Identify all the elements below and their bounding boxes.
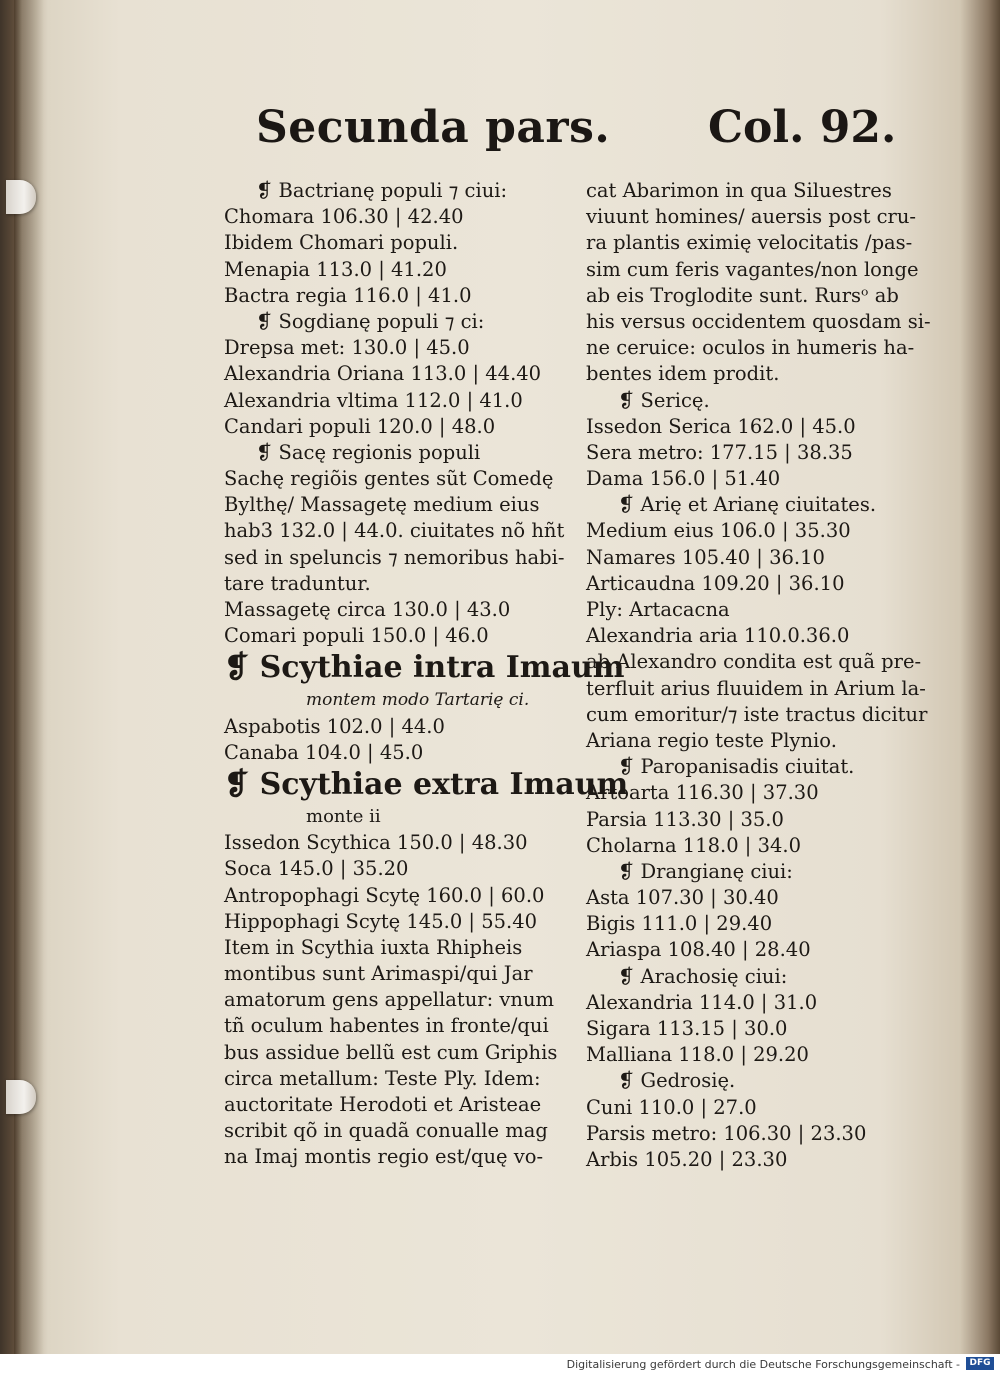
text-line: Cuni 110.0 | 27.0 <box>586 1095 757 1119</box>
text-line: Asta 107.30 | 30.40 <box>586 886 779 910</box>
text-line: Massagetę circa 130.0 | 43.0 <box>224 598 511 621</box>
text-line: Ariaspa 108.40 | 28.40 <box>586 938 811 962</box>
section-heading: ❡ Drangianę ciui: <box>618 859 793 883</box>
text-line: Aspabotis 102.0 | 44.0 <box>224 714 445 738</box>
text-line: Alexandria vltima 112.0 | 41.0 <box>224 388 523 412</box>
section-heading: ❡ Sericę. <box>618 388 710 412</box>
text-line: terfluit arius fluuidem in Arium la- <box>586 676 926 700</box>
right-column <box>586 178 932 1173</box>
section-heading: ❡ Bactrianę populi ⁊ ciui: <box>256 179 508 202</box>
text-line: Drepsa met: 130.0 | 45.0 <box>224 336 470 360</box>
text-line: cat Abarimon in qua Siluestres <box>586 179 892 202</box>
text-line: his versus occidentem quosdam si- <box>586 309 931 333</box>
section-heading: ❡ Arię et Arianę ciuitates. <box>618 493 877 517</box>
section-heading: ❡ Paropanisadis ciuitat. <box>618 755 855 779</box>
text-line: Antropophagi Scytę 160.0 | 60.0 <box>224 883 545 907</box>
text-line: Candari populi 120.0 | 48.0 <box>224 414 496 438</box>
section-heading: ❡ Sacę regionis populi <box>256 440 481 464</box>
text-line: Ibidem Chomari populi. <box>224 231 459 255</box>
text-line: Ariana regio teste Plynio. <box>586 728 837 752</box>
text-line: Bylthę/ Massagetę medium eius <box>224 493 540 517</box>
text-line: Medium eius 106.0 | 35.30 <box>586 519 851 543</box>
text-line: Sera metro: 177.15 | 38.35 <box>586 440 853 464</box>
funding-credit: Digitalisierung gefördert durch die Deutsche Forschungsgemeinschaft - <box>566 1358 960 1371</box>
text-line: tñ oculum habentes in fronte/qui <box>224 1014 549 1038</box>
large-heading: ❡ Scythiae intra Imaum <box>224 650 625 686</box>
section-heading: ❡ Gedrosię. <box>618 1069 736 1093</box>
text-line: Item in Scythia iuxta Rhipheis <box>224 935 523 959</box>
text-line: Canaba 104.0 | 45.0 <box>224 740 424 764</box>
text-line: Chomara 106.30 | 42.40 <box>224 205 464 229</box>
dfg-logo[interactable]: DFG <box>966 1357 994 1370</box>
text-line: na Imaj montis regio est/quę vo- <box>224 1145 544 1169</box>
text-line: montibus sunt Arimaspi/qui Jar <box>224 962 533 986</box>
heading-continuation: monte ii <box>306 805 381 827</box>
text-line: Menapia 113.0 | 41.20 <box>224 257 447 281</box>
text-line: circa metallum: Teste Ply. Idem: <box>224 1066 541 1090</box>
section-heading: ❡ Arachosię ciui: <box>618 964 788 988</box>
text-line: scribit qõ in quadã conualle mag <box>224 1119 548 1143</box>
text-line: sim cum feris vagantes/non longe <box>586 257 919 281</box>
text-line: Issedon Serica 162.0 | 45.0 <box>586 414 856 438</box>
large-heading: ❡ Scythiae extra Imaum <box>224 766 629 802</box>
text-line: Soca 145.0 | 35.20 <box>224 857 409 881</box>
text-line: Dama 156.0 | 51.40 <box>586 467 781 491</box>
text-line: Sigara 113.15 | 30.0 <box>586 1017 788 1040</box>
text-line: Alexandria Oriana 113.0 | 44.40 <box>224 362 542 386</box>
text-line: Parsis metro: 106.30 | 23.30 <box>586 1121 867 1145</box>
text-line: Hippophagi Scytę 145.0 | 55.40 <box>224 909 538 933</box>
text-line: Cholarna 118.0 | 34.0 <box>586 833 801 857</box>
text-line: Parsia 113.30 | 35.0 <box>586 807 784 831</box>
text-line: Bigis 111.0 | 29.40 <box>586 912 773 936</box>
text-line: auctoritate Herodoti et Aristeae <box>224 1093 542 1116</box>
text-line: Sachę regiõis gentes sũt Comedę <box>224 467 554 491</box>
text-line: Alexandria aria 110.0.36.0 <box>586 624 850 648</box>
text-line: tare traduntur. <box>224 571 371 595</box>
text-line: Arbis 105.20 | 23.30 <box>586 1147 788 1171</box>
text-line: ra plantis eximię velocitatis /pas- <box>586 231 913 255</box>
text-line: ab Alexandro condita est quã pre- <box>586 650 922 674</box>
text-line: Bactra regia 116.0 | 41.0 <box>224 283 472 307</box>
heading-continuation: montem modo Tartarię ci. <box>306 690 530 711</box>
text-line: Malliana 118.0 | 29.20 <box>586 1043 809 1067</box>
column-number: Col. 92. <box>708 102 897 153</box>
text-line: viuunt homines/ auersis post cru- <box>586 205 917 229</box>
text-line: Comari populi 150.0 | 46.0 <box>224 624 489 648</box>
text-line: ne ceruice: oculos in humeris ha- <box>586 336 915 360</box>
page-header <box>0 0 1000 200</box>
text-line: cum emoritur/⁊ iste tractus dicitur <box>586 702 928 726</box>
text-line: hab3 132.0 | 44.0. ciuitates nõ hñt <box>224 519 565 543</box>
text-line: Namares 105.40 | 36.10 <box>586 545 825 569</box>
text-line: amatorum gens appellatur: vnum <box>224 988 555 1012</box>
section-heading: ❡ Sogdianę populi ⁊ ci: <box>256 309 485 333</box>
text-line: sed in speluncis ⁊ nemoribus habi- <box>224 545 565 569</box>
left-column <box>224 178 629 1171</box>
text-line: Alexandria 114.0 | 31.0 <box>586 990 818 1014</box>
text-line: bus assidue bellũ est cum Griphis <box>224 1040 558 1064</box>
page-clip-bottom <box>6 1080 36 1114</box>
text-line: Issedon Scythica 150.0 | 48.30 <box>224 831 528 855</box>
text-line: ab eis Troglodite sunt. Rursᵒ ab <box>586 283 899 307</box>
text-line: Articaudna 109.20 | 36.10 <box>586 571 845 595</box>
text-line: Artoarta 116.30 | 37.30 <box>586 781 819 805</box>
text-line: bentes idem prodit. <box>586 362 780 386</box>
running-title: Secunda pars. <box>256 102 611 153</box>
text-line: Ply: Artacacna <box>586 598 730 621</box>
